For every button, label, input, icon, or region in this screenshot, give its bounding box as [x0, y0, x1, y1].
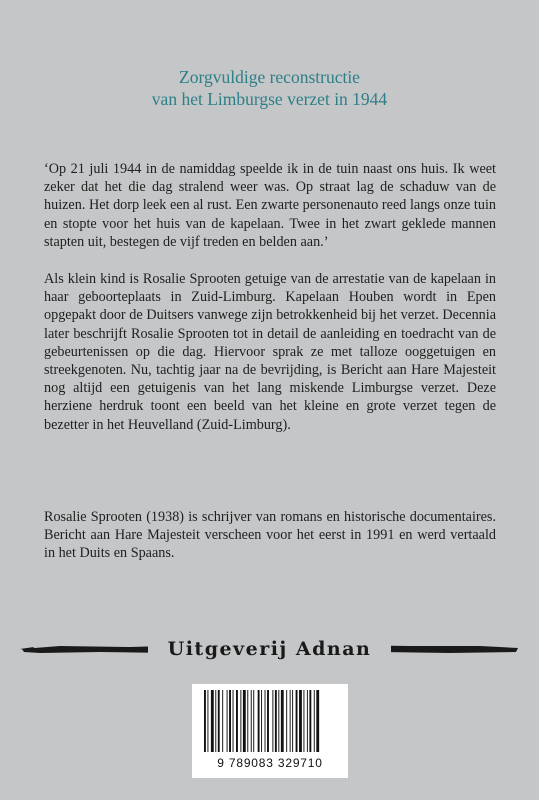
tagline-line-1: Zorgvuldige reconstructie	[179, 67, 360, 87]
author-bio: Rosalie Sprooten (1938) is schrijver van romans en historische documentaires. Bericht aan Hare Majesteit verscheen voor het eerst in 1991 en werd vertaald in het Duits en Spaans.	[44, 509, 496, 562]
barcode-bars-icon	[202, 690, 338, 754]
isbn-digits: 9 789083 329710	[217, 756, 323, 770]
isbn-barcode	[192, 684, 348, 778]
publisher-name: Uitgeverij Adnan	[167, 638, 372, 660]
book-description: Als klein kind is Rosalie Sprooten getuige van de arrestatie van de kapelaan in haar geboorteplaats in Zuid-Limburg. Kapelaan Houben wordt in Epen opgepakt door de Duitsers vanwege zijn betrokkenheid bij het verzet. Decennia later beschrijft Rosalie Sprooten tot in detail de aanleiding en toedracht van de gebeurtenissen op die dag. Hiervoor sprak ze met talloze ooggetuigen en streekgenoten. Nu, tachtig jaar na de bevrijding, is Bericht aan Hare Majesteit nog altijd een getuigenis van het lang miskende Limburgse verzet. Deze herziene herdruk toont een beeld van het kleine en grote verzet tegen de bezetter in het Heuvelland (Zuid-Limburg).	[44, 271, 496, 433]
publisher-logo	[0, 636, 539, 662]
tagline	[0, 66, 539, 110]
tagline-line-2: van het Limburgse verzet in 1944	[151, 89, 388, 109]
opening-quote: ‘Op 21 juli 1944 in de namiddag speelde ik in de tuin naast ons huis. Ik weet zeker dat het die dag stralend weer was. Op straat lag de schaduw van de huizen. Het dorp leek een al rust. Een zwarte personenauto reed langs onze tuin en stopte voor het huis van de kapelaan. Twee in het zwart geklede mannen stapten uit, bestegen de vijf treden en belden aan.’	[44, 161, 496, 250]
